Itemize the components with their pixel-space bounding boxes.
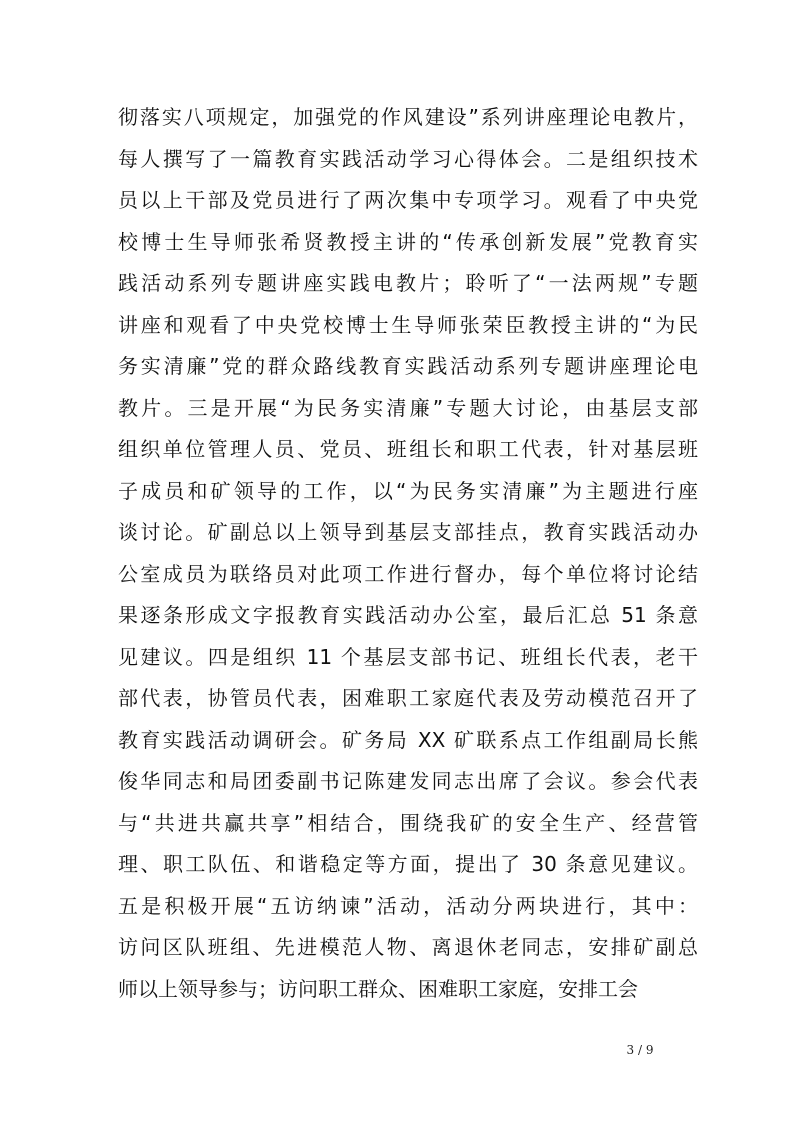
text-line: 彻落实八项规定，加强党的作风建设”系列讲座理论电教片， [118,105,698,129]
text-line: 访问区队班组、先进模范人物、离退休老同志，安排矿副总 [118,935,698,959]
text-line: 俊华同志和局团委副书记陈建发同志出席了会议。参会代表 [118,769,698,793]
body-text [118,97,698,1010]
text-line: 员以上干部及党员进行了两次集中专项学习。观看了中央党 [118,188,698,212]
text-line: 理、职工队伍、和谐稳定等方面，提出了 30 条意见建议。 [118,852,698,876]
text-line: 部代表，协管员代表，困难职工家庭代表及劳动模范召开了 [118,686,698,710]
text-line: 组织单位管理人员、党员、班组长和职工代表，针对基层班 [118,437,698,461]
text-line: 践活动系列专题讲座实践电教片；聆听了“一法两规”专题 [118,271,698,295]
text-line: 五是积极开展“五访纳谏”活动，活动分两块进行，其中： [118,893,698,918]
text-line: 每人撰写了一篇教育实践活动学习心得体会。二是组织技术 [118,146,698,171]
page-number: 3 / 9 [626,1043,654,1057]
text-line: 师以上领导参与；访问职工群众、困难职工家庭，安排工会 [118,976,638,1001]
text-line: 务实清廉”党的群众路线教育实践活动系列专题讲座理论电 [118,354,698,378]
text-line: 见建议。四是组织 11 个基层支部书记、班组长代表，老干 [118,644,698,669]
text-line: 与“共进共赢共享”相结合，围绕我矿的安全生产、经营管 [118,810,698,835]
text-line: 校博士生导师张希贤教授主讲的“传承创新发展”党教育实 [118,229,698,254]
text-line: 果逐条形成文字报教育实践活动办公室，最后汇总 51 条意 [118,603,698,627]
text-line: 教片。三是开展“为民务实清廉”专题大讨论，由基层支部 [118,395,698,420]
text-line: 讲座和观看了中央党校博士生导师张荣臣教授主讲的“为民 [118,312,698,337]
text-line: 教育实践活动调研会。矿务局 XX 矿联系点工作组副局长熊 [118,727,698,752]
text-line: 公室成员为联络员对此项工作进行督办，每个单位将讨论结 [118,561,698,586]
text-line: 子成员和矿领导的工作，以“为民务实清廉”为主题进行座 [118,478,698,503]
text-line: 谈讨论。矿副总以上领导到基层支部挂点，教育实践活动办 [118,520,698,544]
